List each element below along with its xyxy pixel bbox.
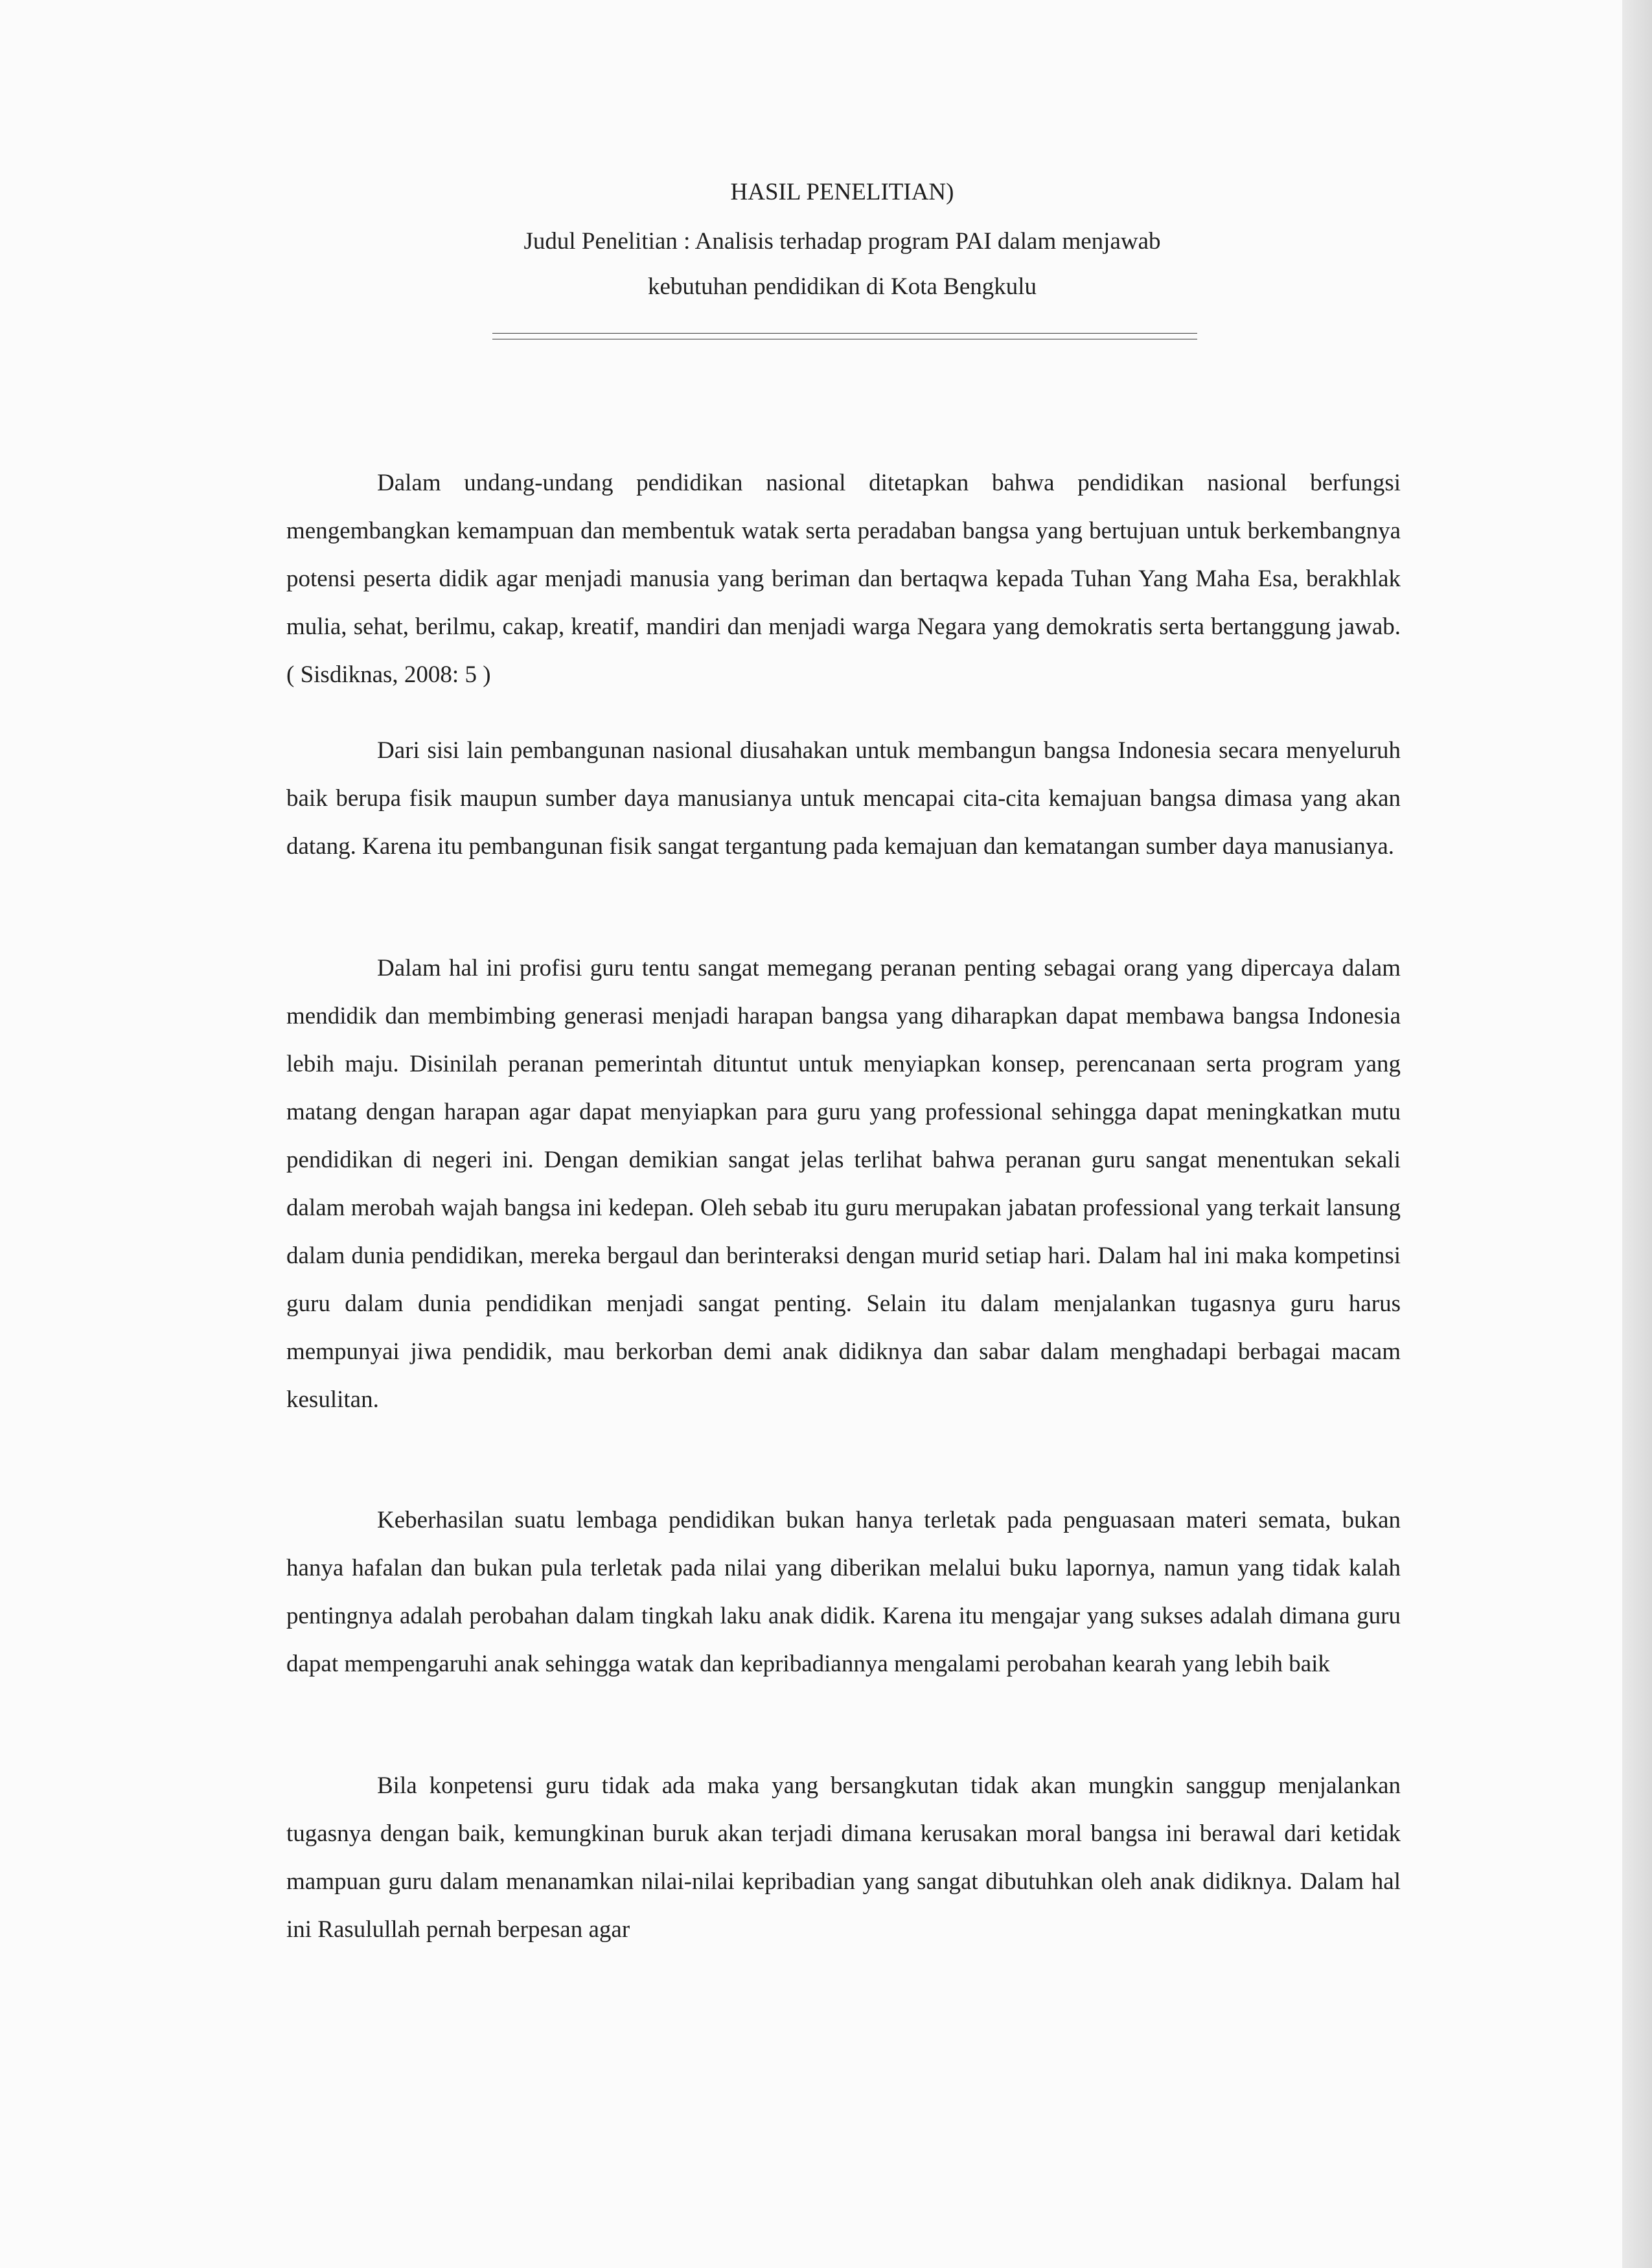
paragraph-5: Bila konpetensi guru tidak ada maka yang bersangkutan tidak akan mungkin sanggup menjalankan tugasnya dengan baik, kemungkinan buruk akan terjadi dimana kerusakan moral bangsa ini berawal dari ketidak mampuan guru dalam menanamkan nilai-nilai kepribadian yang sangat dibutuhkan oleh anak didiknya. Dalam hal ini Rasulullah pernah berpesan agar [286, 1772, 1401, 1943]
research-title-line-1: Judul Penelitian : Analisis terhadap program PAI dalam menjawab [523, 228, 1161, 255]
paragraph-2: Dari sisi lain pembangunan nasional diusahakan untuk membangun bangsa Indonesia secara menyeluruh baik berupa fisik maupun sumber daya manusianya untuk mencapai cita-cita kemajuan bangsa dimasa yang akan datang. Karena itu pembangunan fisik sangat tergantung pada kemajuan dan kematangan sumber daya manusianya. [286, 737, 1401, 860]
paragraph-4: Keberhasilan suatu lembaga pendidikan bukan hanya terletak pada penguasaan materi semata, bukan hanya hafalan dan bukan pula terletak pada nilai yang diberikan melalui buku lapornya, namun yang tidak kalah pentingnya adalah perobahan dalam tingkah laku anak didik. Karena itu mengajar yang sukses adalah dimana guru dapat mempengaruhi anak sehingga watak dan kepribadiannya mengalami perobahan kearah yang lebih baik [286, 1507, 1401, 1677]
paragraph-3: Dalam hal ini profisi guru tentu sangat memegang peranan penting sebagai orang yang dipercaya dalam mendidik dan membimbing generasi menjadi harapan bangsa yang diharapkan dapat membawa bangsa Indonesia lebih maju. Disinilah peranan pemerintah dituntut untuk menyiapkan konsep, perencanaan serta program yang matang dengan harapan agar dapat menyiapkan para guru yang professional sehingga dapat meningkatkan mutu pendidikan di negeri ini. Dengan demikian sangat jelas terlihat bahwa peranan guru sangat menentukan sekali dalam merobah wajah bangsa ini kedepan. Oleh sebab itu guru merupakan jabatan professional yang terkait lansung dalam dunia pendidikan, mereka bergaul dan berinteraksi dengan murid setiap hari. Dalam hal ini maka kompetinsi guru dalam dunia pendidikan menjadi sangat penting. Selain itu dalam menjalankan tugasnya guru harus mempunyai jiwa pendidik, mau berkorban demi anak didiknya dan sabar dalam menghadapi berbagai macam kesulitan. [286, 955, 1401, 1413]
page-edge-shadow [1622, 0, 1652, 2268]
document-title: HASIL PENELITIAN) [730, 179, 954, 205]
paragraph-1: Dalam undang-undang pendidikan nasional ditetapkan bahwa pendidikan nasional berfungsi mengembangkan kemampuan dan membentuk watak serta peradaban bangsa yang bertujuan untuk berkembangnya potensi peserta didik agar menjadi manusia yang beriman dan bertaqwa kepada Tuhan Yang Maha Esa, berakhlak mulia, sehat, berilmu, cakap, kreatif, mandiri dan menjadi warga Negara yang demokratis serta bertanggung jawab. ( Sisdiknas, 2008: 5 ) [286, 470, 1401, 688]
research-title-line-2: kebutuhan pendidikan di Kota Bengkulu [647, 273, 1037, 300]
title-divider [492, 333, 1197, 339]
